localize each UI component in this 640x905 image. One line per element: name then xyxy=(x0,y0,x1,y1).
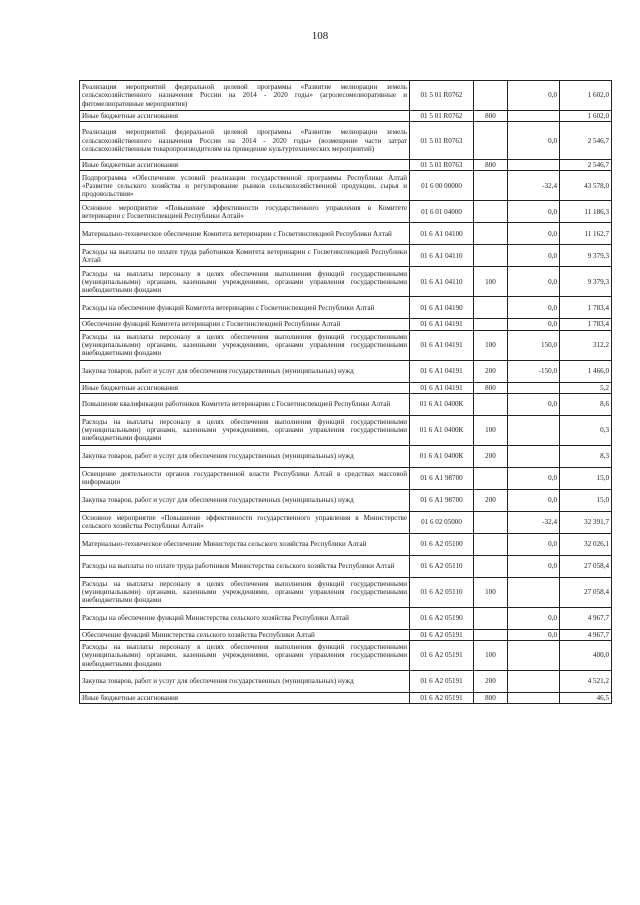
change-amount-cell: 0,0 xyxy=(508,393,560,415)
target-code-cell: 01 6 А2 05191 xyxy=(410,641,474,671)
expense-name-cell: Закупка товаров, работ и услуг для обеспечения государственных (муниципальных) нужд xyxy=(80,360,410,382)
table-row xyxy=(80,81,612,111)
expense-name-cell: Основное мероприятие «Повышение эффективности государственного управления в Министерстве сельского хозяйства Республики Алтай» xyxy=(80,511,410,533)
total-amount-cell: 8,6 xyxy=(560,393,612,415)
total-amount-cell: 1 602,0 xyxy=(560,81,612,111)
change-amount-cell xyxy=(508,445,560,467)
target-code-cell: 01 6 02 05000 xyxy=(410,511,474,533)
target-code-cell: 01 6 А1 98700 xyxy=(410,489,474,511)
expense-type-cell xyxy=(474,122,508,160)
total-amount-cell: 2 546,7 xyxy=(560,160,612,171)
change-amount-cell: -32,4 xyxy=(508,171,560,201)
change-amount-cell xyxy=(508,111,560,122)
target-code-cell: 01 5 01 R0762 xyxy=(410,111,474,122)
total-amount-cell: 15,0 xyxy=(560,489,612,511)
expense-type-cell xyxy=(474,171,508,201)
change-amount-cell: -150,0 xyxy=(508,360,560,382)
expense-type-cell xyxy=(474,607,508,629)
expense-type-cell xyxy=(474,393,508,415)
target-code-cell: 01 6 А2 05191 xyxy=(410,693,474,704)
table-body xyxy=(80,81,612,704)
table-row xyxy=(80,111,612,122)
expense-name-cell: Материально-техническое обеспечение Министерства сельского хозяйства Республики Алтай xyxy=(80,533,410,555)
expense-name-cell: Подпрограмма «Обеспечение условий реализации государственной программы Республики Алтай «Развитие сельского хозяйства и регулирование рынков сельскохозяйственной продукции, сырья и продовольствия» xyxy=(80,171,410,201)
change-amount-cell: -32,4 xyxy=(508,511,560,533)
total-amount-cell: 2 546,7 xyxy=(560,122,612,160)
target-code-cell: 01 6 А1 04110 xyxy=(410,245,474,267)
total-amount-cell: 400,0 xyxy=(560,641,612,671)
total-amount-cell: 9 379,3 xyxy=(560,267,612,297)
total-amount-cell: 32 391,7 xyxy=(560,511,612,533)
expense-type-cell: 800 xyxy=(474,382,508,393)
total-amount-cell: 27 058,4 xyxy=(560,555,612,577)
total-amount-cell: 1 466,0 xyxy=(560,360,612,382)
expense-name-cell: Расходы на выплаты по оплате труда работников Комитета ветеринарии с Госветинспекцией Республики Алтай xyxy=(80,245,410,267)
expense-name-cell: Иные бюджетные ассигнования xyxy=(80,111,410,122)
target-code-cell: 01 6 А2 05190 xyxy=(410,607,474,629)
change-amount-cell: 0,0 xyxy=(508,245,560,267)
expense-name-cell: Иные бюджетные ассигнования xyxy=(80,160,410,171)
expense-type-cell: 100 xyxy=(474,641,508,671)
total-amount-cell: 1 783,4 xyxy=(560,319,612,330)
table-row xyxy=(80,122,612,160)
expense-type-cell xyxy=(474,245,508,267)
expense-name-cell: Повышение квалификации работников Комитета ветеринарии с Госветинспекцией Республики Алтай xyxy=(80,393,410,415)
change-amount-cell: 0,0 xyxy=(508,467,560,489)
expense-name-cell: Иные бюджетные ассигнования xyxy=(80,382,410,393)
total-amount-cell: 11 162,7 xyxy=(560,223,612,245)
total-amount-cell: 312,2 xyxy=(560,330,612,360)
expense-type-cell xyxy=(474,319,508,330)
expense-type-cell xyxy=(474,629,508,640)
expense-name-cell: Расходы на выплаты персоналу в целях обеспечения выполнения функций государственными (муниципальными) органами, казенными учреждениями, органами управления государственными внебюджетными фондами xyxy=(80,641,410,671)
expense-name-cell: Основное мероприятие «Повышение эффективности государственного управления в Комитете ветеринарии с Госветинспекцией Республики Алтай» xyxy=(80,201,410,223)
expense-type-cell xyxy=(474,81,508,111)
table-row xyxy=(80,330,612,360)
target-code-cell: 01 6 А1 0400К xyxy=(410,415,474,445)
target-code-cell: 01 5 01 R0763 xyxy=(410,122,474,160)
table-row xyxy=(80,629,612,640)
page-number: 108 xyxy=(311,30,329,42)
target-code-cell: 01 5 01 R0763 xyxy=(410,160,474,171)
table-row xyxy=(80,671,612,693)
target-code-cell: 01 6 01 04000 xyxy=(410,201,474,223)
expense-type-cell xyxy=(474,223,508,245)
change-amount-cell: 0,0 xyxy=(508,489,560,511)
change-amount-cell: 0,0 xyxy=(508,629,560,640)
expense-name-cell: Реализация мероприятий федеральной целевой программы «Развитие мелиорации земель сельскохозяйственного назначения России на 2014 - 2020 годы» (агролесомелиоративные и фитомелиоративные мероприятия) xyxy=(80,81,410,111)
change-amount-cell xyxy=(508,160,560,171)
table-row xyxy=(80,382,612,393)
change-amount-cell: 0,0 xyxy=(508,223,560,245)
total-amount-cell: 1 783,4 xyxy=(560,297,612,319)
expense-name-cell: Расходы на выплаты по оплате труда работников Министерства сельского хозяйства Республики Алтай xyxy=(80,555,410,577)
expense-type-cell xyxy=(474,297,508,319)
change-amount-cell xyxy=(508,415,560,445)
total-amount-cell: 4 967,7 xyxy=(560,629,612,640)
target-code-cell: 01 6 А1 04191 xyxy=(410,382,474,393)
expense-type-cell: 100 xyxy=(474,267,508,297)
total-amount-cell: 11 186,3 xyxy=(560,201,612,223)
target-code-cell: 01 6 00 00000 xyxy=(410,171,474,201)
table-row xyxy=(80,267,612,297)
table-row xyxy=(80,555,612,577)
expense-type-cell: 200 xyxy=(474,671,508,693)
expense-type-cell: 100 xyxy=(474,415,508,445)
target-code-cell: 01 6 А2 05191 xyxy=(410,629,474,640)
table-row xyxy=(80,607,612,629)
expense-name-cell: Освещение деятельности органов государственной власти Республики Алтай в средствах массовой информации xyxy=(80,467,410,489)
expense-name-cell: Обеспечение функций Министерства сельского хозяйства Республики Алтай xyxy=(80,629,410,640)
change-amount-cell: 0,0 xyxy=(508,607,560,629)
target-code-cell: 01 6 А2 05191 xyxy=(410,671,474,693)
expense-type-cell: 100 xyxy=(474,577,508,607)
expense-name-cell: Закупка товаров, работ и услуг для обеспечения государственных (муниципальных) нужд xyxy=(80,445,410,467)
expense-name-cell: Расходы на выплаты персоналу в целях обеспечения выполнения функций государственными (муниципальными) органами, казенными учреждениями, органами управления государственными внебюджетными фондами xyxy=(80,415,410,445)
change-amount-cell: 0,0 xyxy=(508,81,560,111)
table-row xyxy=(80,160,612,171)
expense-type-cell xyxy=(474,555,508,577)
total-amount-cell: 46,5 xyxy=(560,693,612,704)
expense-type-cell xyxy=(474,533,508,555)
expense-name-cell: Иные бюджетные ассигнования xyxy=(80,693,410,704)
expense-name-cell: Расходы на выплаты персоналу в целях обеспечения выполнения функций государственными (муниципальными) органами, казенными учреждениями, органами управления государственными внебюджетными фондами xyxy=(80,267,410,297)
expense-name-cell: Расходы на обеспечение функций Комитета ветеринарии с Госветинспекцией Республики Алтай xyxy=(80,297,410,319)
table-row xyxy=(80,319,612,330)
target-code-cell: 01 6 А1 04100 xyxy=(410,223,474,245)
target-code-cell: 01 6 А1 04191 xyxy=(410,360,474,382)
table-row xyxy=(80,223,612,245)
total-amount-cell: 32 026,1 xyxy=(560,533,612,555)
expense-type-cell: 800 xyxy=(474,693,508,704)
table-row xyxy=(80,297,612,319)
total-amount-cell: 15,0 xyxy=(560,467,612,489)
table-row xyxy=(80,489,612,511)
table-row xyxy=(80,415,612,445)
expense-name-cell: Закупка товаров, работ и услуг для обеспечения государственных (муниципальных) нужд xyxy=(80,671,410,693)
change-amount-cell xyxy=(508,671,560,693)
table-row xyxy=(80,693,612,704)
change-amount-cell: 0,0 xyxy=(508,201,560,223)
total-amount-cell: 8,3 xyxy=(560,445,612,467)
table-row xyxy=(80,511,612,533)
expense-type-cell xyxy=(474,201,508,223)
expense-type-cell xyxy=(474,511,508,533)
target-code-cell: 01 5 01 R0762 xyxy=(410,81,474,111)
target-code-cell: 01 6 А1 04191 xyxy=(410,330,474,360)
change-amount-cell: 150,0 xyxy=(508,330,560,360)
expense-type-cell: 200 xyxy=(474,489,508,511)
change-amount-cell: 0,0 xyxy=(508,267,560,297)
total-amount-cell: 9 379,3 xyxy=(560,245,612,267)
target-code-cell: 01 6 А1 04191 xyxy=(410,319,474,330)
target-code-cell: 01 6 А1 04190 xyxy=(410,297,474,319)
target-code-cell: 01 6 А1 04110 xyxy=(410,267,474,297)
change-amount-cell: 0,0 xyxy=(508,319,560,330)
table-row xyxy=(80,360,612,382)
expense-name-cell: Закупка товаров, работ и услуг для обеспечения государственных (муниципальных) нужд xyxy=(80,489,410,511)
total-amount-cell: 43 578,0 xyxy=(560,171,612,201)
target-code-cell: 01 6 А1 98700 xyxy=(410,467,474,489)
change-amount-cell: 0,0 xyxy=(508,297,560,319)
expense-type-cell: 200 xyxy=(474,445,508,467)
expense-name-cell: Расходы на выплаты персоналу в целях обеспечения выполнения функций государственными (муниципальными) органами, казенными учреждениями, органами управления государственными внебюджетными фондами xyxy=(80,577,410,607)
change-amount-cell xyxy=(508,577,560,607)
expense-name-cell: Расходы на обеспечение функций Министерства сельского хозяйства Республики Алтай xyxy=(80,607,410,629)
expense-name-cell: Реализация мероприятий федеральной целевой программы «Развитие мелиорации земель сельскохозяйственного назначения России на 2014 - 2020 годы» (возмещение части затрат сельскохозяйственным товаропроизводителям на проведение культуртехнических мероприятий) xyxy=(80,122,410,160)
table-row xyxy=(80,577,612,607)
total-amount-cell: 0,3 xyxy=(560,415,612,445)
expense-type-cell: 100 xyxy=(474,330,508,360)
total-amount-cell: 27 058,4 xyxy=(560,577,612,607)
budget-table xyxy=(79,80,612,704)
change-amount-cell: 0,0 xyxy=(508,555,560,577)
total-amount-cell: 4 521,2 xyxy=(560,671,612,693)
target-code-cell: 01 6 А2 05100 xyxy=(410,533,474,555)
table-row xyxy=(80,171,612,201)
total-amount-cell: 4 967,7 xyxy=(560,607,612,629)
expense-type-cell: 200 xyxy=(474,360,508,382)
change-amount-cell xyxy=(508,382,560,393)
expense-type-cell xyxy=(474,467,508,489)
table-row xyxy=(80,641,612,671)
table-row xyxy=(80,467,612,489)
target-code-cell: 01 6 А2 05110 xyxy=(410,577,474,607)
change-amount-cell xyxy=(508,641,560,671)
change-amount-cell: 0,0 xyxy=(508,122,560,160)
expense-type-cell: 800 xyxy=(474,111,508,122)
expense-name-cell: Материально-техническое обеспечение Комитета ветеринарии с Госветинспекцией Республики Алтай xyxy=(80,223,410,245)
target-code-cell: 01 6 А1 0400К xyxy=(410,445,474,467)
total-amount-cell: 5,2 xyxy=(560,382,612,393)
expense-type-cell: 800 xyxy=(474,160,508,171)
table-row xyxy=(80,245,612,267)
target-code-cell: 01 6 А2 05110 xyxy=(410,555,474,577)
target-code-cell: 01 6 А1 0400К xyxy=(410,393,474,415)
expense-name-cell: Обеспечение функций Комитета ветеринарии с Госветинспекцией Республики Алтай xyxy=(80,319,410,330)
table-row xyxy=(80,393,612,415)
change-amount-cell: 0,0 xyxy=(508,533,560,555)
table-row xyxy=(80,445,612,467)
table-row xyxy=(80,201,612,223)
change-amount-cell xyxy=(508,693,560,704)
table-row xyxy=(80,533,612,555)
total-amount-cell: 1 602,0 xyxy=(560,111,612,122)
expense-name-cell: Расходы на выплаты персоналу в целях обеспечения выполнения функций государственными (муниципальными) органами, казенными учреждениями, органами управления государственными внебюджетными фондами xyxy=(80,330,410,360)
